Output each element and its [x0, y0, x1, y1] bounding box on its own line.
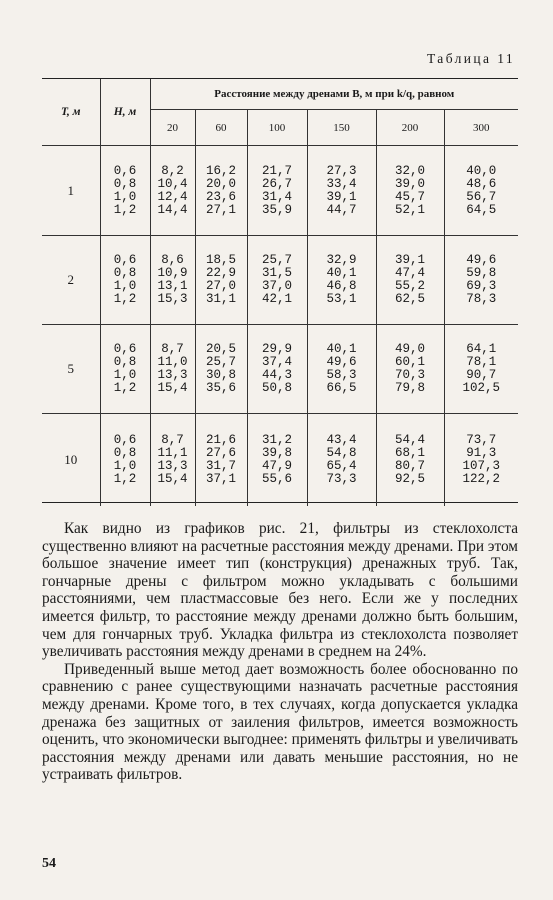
- cell-value: 92,5: [394, 471, 425, 486]
- cell-value: 10,9: [157, 266, 188, 280]
- cell-value: 56,7: [466, 189, 497, 204]
- cell-value: 49,0: [394, 342, 425, 356]
- body-text: [42, 520, 518, 784]
- cell-value: 122,2: [462, 471, 501, 486]
- cell-value: 68,1: [394, 445, 425, 460]
- cell-distance: [376, 146, 444, 236]
- cell-value: 1,2: [113, 202, 137, 217]
- cell-distance: [195, 414, 247, 506]
- cell-value: 58,3: [326, 368, 357, 382]
- cell-value: 30,8: [205, 368, 236, 382]
- cell-value: 55,2: [394, 279, 425, 293]
- cell-h: [100, 325, 150, 414]
- cell-value: 49,6: [326, 355, 357, 369]
- cell-value: 15,3: [157, 292, 188, 306]
- cell-value: 90,7: [466, 368, 497, 382]
- cell-value: 107,3: [462, 458, 501, 473]
- cell-value: 32,0: [394, 163, 425, 178]
- cell-value: 10,4: [157, 176, 188, 191]
- page-number: 54: [42, 856, 56, 871]
- cell-value: 43,4: [326, 432, 357, 447]
- cell-value: 1,2: [113, 292, 137, 306]
- cell-value: 13,1: [157, 279, 188, 293]
- cell-value: 79,8: [394, 381, 425, 395]
- cell-value: 0,8: [113, 176, 137, 191]
- cell-value: 31,4: [261, 189, 292, 204]
- column-header-t: T, м: [60, 106, 81, 118]
- cell-value: 39,8: [261, 445, 292, 460]
- kq-header: 100: [247, 110, 307, 146]
- cell-t: 1: [67, 182, 74, 198]
- cell-distance: [444, 146, 518, 236]
- cell-value: 70,3: [394, 368, 425, 382]
- cell-value: 31,2: [261, 432, 292, 447]
- cell-value: 80,7: [394, 458, 425, 473]
- cell-value: 40,0: [466, 163, 497, 178]
- table-caption: Таблица 11: [427, 51, 515, 66]
- cell-value: 1,0: [113, 458, 137, 473]
- cell-distance: [195, 146, 247, 236]
- cell-value: 55,6: [261, 471, 292, 486]
- cell-value: 50,8: [261, 381, 292, 395]
- cell-value: 15,4: [157, 471, 188, 486]
- cell-distance: [307, 146, 376, 236]
- cell-value: 15,4: [157, 381, 188, 395]
- cell-value: 64,5: [466, 202, 497, 217]
- cell-h: [100, 414, 150, 506]
- cell-value: 47,4: [394, 266, 425, 280]
- cell-distance: [150, 414, 195, 506]
- cell-distance: [150, 236, 195, 325]
- cell-value: 39,1: [394, 253, 425, 267]
- cell-h: [100, 146, 150, 236]
- cell-value: 0,6: [113, 163, 137, 178]
- cell-value: 35,9: [261, 202, 292, 217]
- cell-distance: [247, 325, 307, 414]
- cell-value: 54,4: [394, 432, 425, 447]
- cell-t: 5: [67, 361, 74, 376]
- cell-value: 26,7: [261, 176, 292, 191]
- cell-value: 37,1: [205, 471, 236, 486]
- cell-value: 35,6: [205, 381, 236, 395]
- cell-value: 39,0: [394, 176, 425, 191]
- cell-value: 48,6: [466, 176, 497, 191]
- cell-value: 0,6: [113, 253, 137, 267]
- cell-value: 32,9: [326, 253, 357, 267]
- cell-value: 0,6: [113, 342, 137, 356]
- cell-value: 37,4: [261, 355, 292, 369]
- column-header-h: H, м: [100, 79, 150, 146]
- cell-value: 29,9: [261, 342, 292, 356]
- cell-value: 40,1: [326, 266, 357, 280]
- cell-value: 12,4: [157, 189, 188, 204]
- cell-distance: [376, 414, 444, 506]
- cell-value: 33,4: [326, 176, 357, 191]
- table-row-group: [42, 325, 518, 414]
- cell-value: 14,4: [157, 202, 188, 217]
- cell-value: 21,7: [261, 163, 292, 178]
- cell-distance: [195, 236, 247, 325]
- cell-value: 0,8: [113, 266, 137, 280]
- cell-distance: [307, 325, 376, 414]
- cell-t: 10: [64, 451, 78, 467]
- cell-value: 1,0: [113, 279, 137, 293]
- cell-distance: [444, 414, 518, 506]
- cell-value: 91,3: [466, 445, 497, 460]
- cell-value: 73,3: [326, 471, 357, 486]
- cell-value: 1,2: [113, 471, 137, 486]
- table-row-group: [42, 236, 518, 325]
- cell-distance: [444, 236, 518, 325]
- cell-value: 37,0: [261, 279, 292, 293]
- cell-value: 27,1: [205, 202, 236, 217]
- cell-value: 27,6: [205, 445, 236, 460]
- cell-value: 40,1: [326, 342, 357, 356]
- cell-value: 53,1: [326, 292, 357, 306]
- cell-value: 62,5: [394, 292, 425, 306]
- cell-value: 11,0: [157, 355, 188, 369]
- cell-distance: [150, 325, 195, 414]
- cell-value: 39,1: [326, 189, 357, 204]
- table-row-group: [42, 146, 518, 236]
- cell-h: [100, 236, 150, 325]
- cell-value: 31,7: [205, 458, 236, 473]
- cell-value: 65,4: [326, 458, 357, 473]
- cell-value: 52,1: [394, 202, 425, 217]
- cell-value: 21,6: [205, 432, 236, 447]
- cell-value: 25,7: [205, 355, 236, 369]
- cell-value: 23,6: [205, 189, 236, 204]
- cell-value: 49,6: [466, 253, 497, 267]
- cell-value: 13,3: [157, 458, 188, 473]
- cell-value: 25,7: [261, 253, 292, 267]
- cell-value: 45,7: [394, 189, 425, 204]
- cell-value: 13,3: [157, 368, 188, 382]
- cell-value: 31,5: [261, 266, 292, 280]
- cell-value: 44,3: [261, 368, 292, 382]
- cell-value: 102,5: [462, 381, 501, 395]
- cell-value: 0,8: [113, 355, 137, 369]
- cell-value: 78,1: [466, 355, 497, 369]
- kq-header: 60: [195, 110, 247, 146]
- cell-value: 27,3: [326, 163, 357, 178]
- cell-value: 73,7: [466, 432, 497, 447]
- cell-value: 59,8: [466, 266, 497, 280]
- cell-distance: [195, 325, 247, 414]
- paragraph: Приведенный выше метод дает возможность более обоснованно по сравнению с ранее существующими назначать расчетные расстояния между дренами. Кроме того, в тех случаях, когда допускается укладка дренажа без защитных от заиления фильтров, имеется возможность оценить, что экономически выгоднее: применять фильтры и увеличивать расстояния между дренами или давать меньшие расстояния, но не устраивать фильтров.: [42, 660, 518, 784]
- cell-distance: [247, 146, 307, 236]
- cell-value: 1,0: [113, 368, 137, 382]
- cell-value: 20,0: [205, 176, 236, 191]
- kq-header: 150: [307, 110, 376, 146]
- cell-value: 16,2: [205, 163, 236, 178]
- cell-distance: [376, 236, 444, 325]
- cell-value: 8,7: [161, 342, 184, 356]
- cell-value: 20,5: [205, 342, 236, 356]
- cell-value: 31,1: [205, 292, 236, 306]
- cell-value: 0,6: [113, 432, 137, 447]
- cell-distance: [150, 146, 195, 236]
- kq-header: 300: [444, 110, 518, 146]
- cell-distance: [444, 325, 518, 414]
- cell-value: 78,3: [466, 292, 497, 306]
- cell-distance: [307, 236, 376, 325]
- cell-value: 69,3: [466, 279, 497, 293]
- data-table: [42, 78, 518, 503]
- cell-distance: [376, 325, 444, 414]
- cell-value: 44,7: [326, 202, 357, 217]
- cell-value: 66,5: [326, 381, 357, 395]
- paragraph: Как видно из графиков рис. 21, фильтры из стеклохолста существенно влияют на расчетные расстояния между дренами. При этом большое значение имеет тип (конструкция) дренажных труб. Так, гончарные дрены с фильтром можно укладывать с большими расстояниями, чем пластмассовые без него. Если же у последних имеется фильтр, то расстояние между дренами должно быть большим, чем для гончарных труб. Укладка фильтра из стеклохолста позволяет увеличивать расстояния между дренами в среднем на 24%.: [42, 520, 518, 661]
- cell-value: 8,2: [161, 163, 184, 178]
- cell-value: 60,1: [394, 355, 425, 369]
- table-row-group: [42, 414, 518, 506]
- span-header: Расстояние между дренами B, м при k/q, равном: [150, 79, 518, 110]
- cell-value: 11,1: [157, 445, 188, 460]
- kq-header: 200: [376, 110, 444, 146]
- cell-distance: [247, 414, 307, 506]
- cell-value: 54,8: [326, 445, 357, 460]
- kq-header: 20: [150, 110, 195, 146]
- cell-distance: [307, 414, 376, 506]
- cell-t: 2: [67, 272, 74, 287]
- cell-value: 42,1: [261, 292, 292, 306]
- cell-value: 1,0: [113, 189, 137, 204]
- cell-value: 46,8: [326, 279, 357, 293]
- cell-value: 0,8: [113, 445, 137, 460]
- cell-value: 64,1: [466, 342, 497, 356]
- cell-value: 8,6: [161, 253, 184, 267]
- cell-value: 27,0: [205, 279, 236, 293]
- cell-distance: [247, 236, 307, 325]
- cell-value: 22,9: [205, 266, 236, 280]
- cell-value: 1,2: [113, 381, 137, 395]
- cell-value: 8,7: [161, 432, 184, 447]
- cell-value: 47,9: [261, 458, 292, 473]
- cell-value: 18,5: [205, 253, 236, 267]
